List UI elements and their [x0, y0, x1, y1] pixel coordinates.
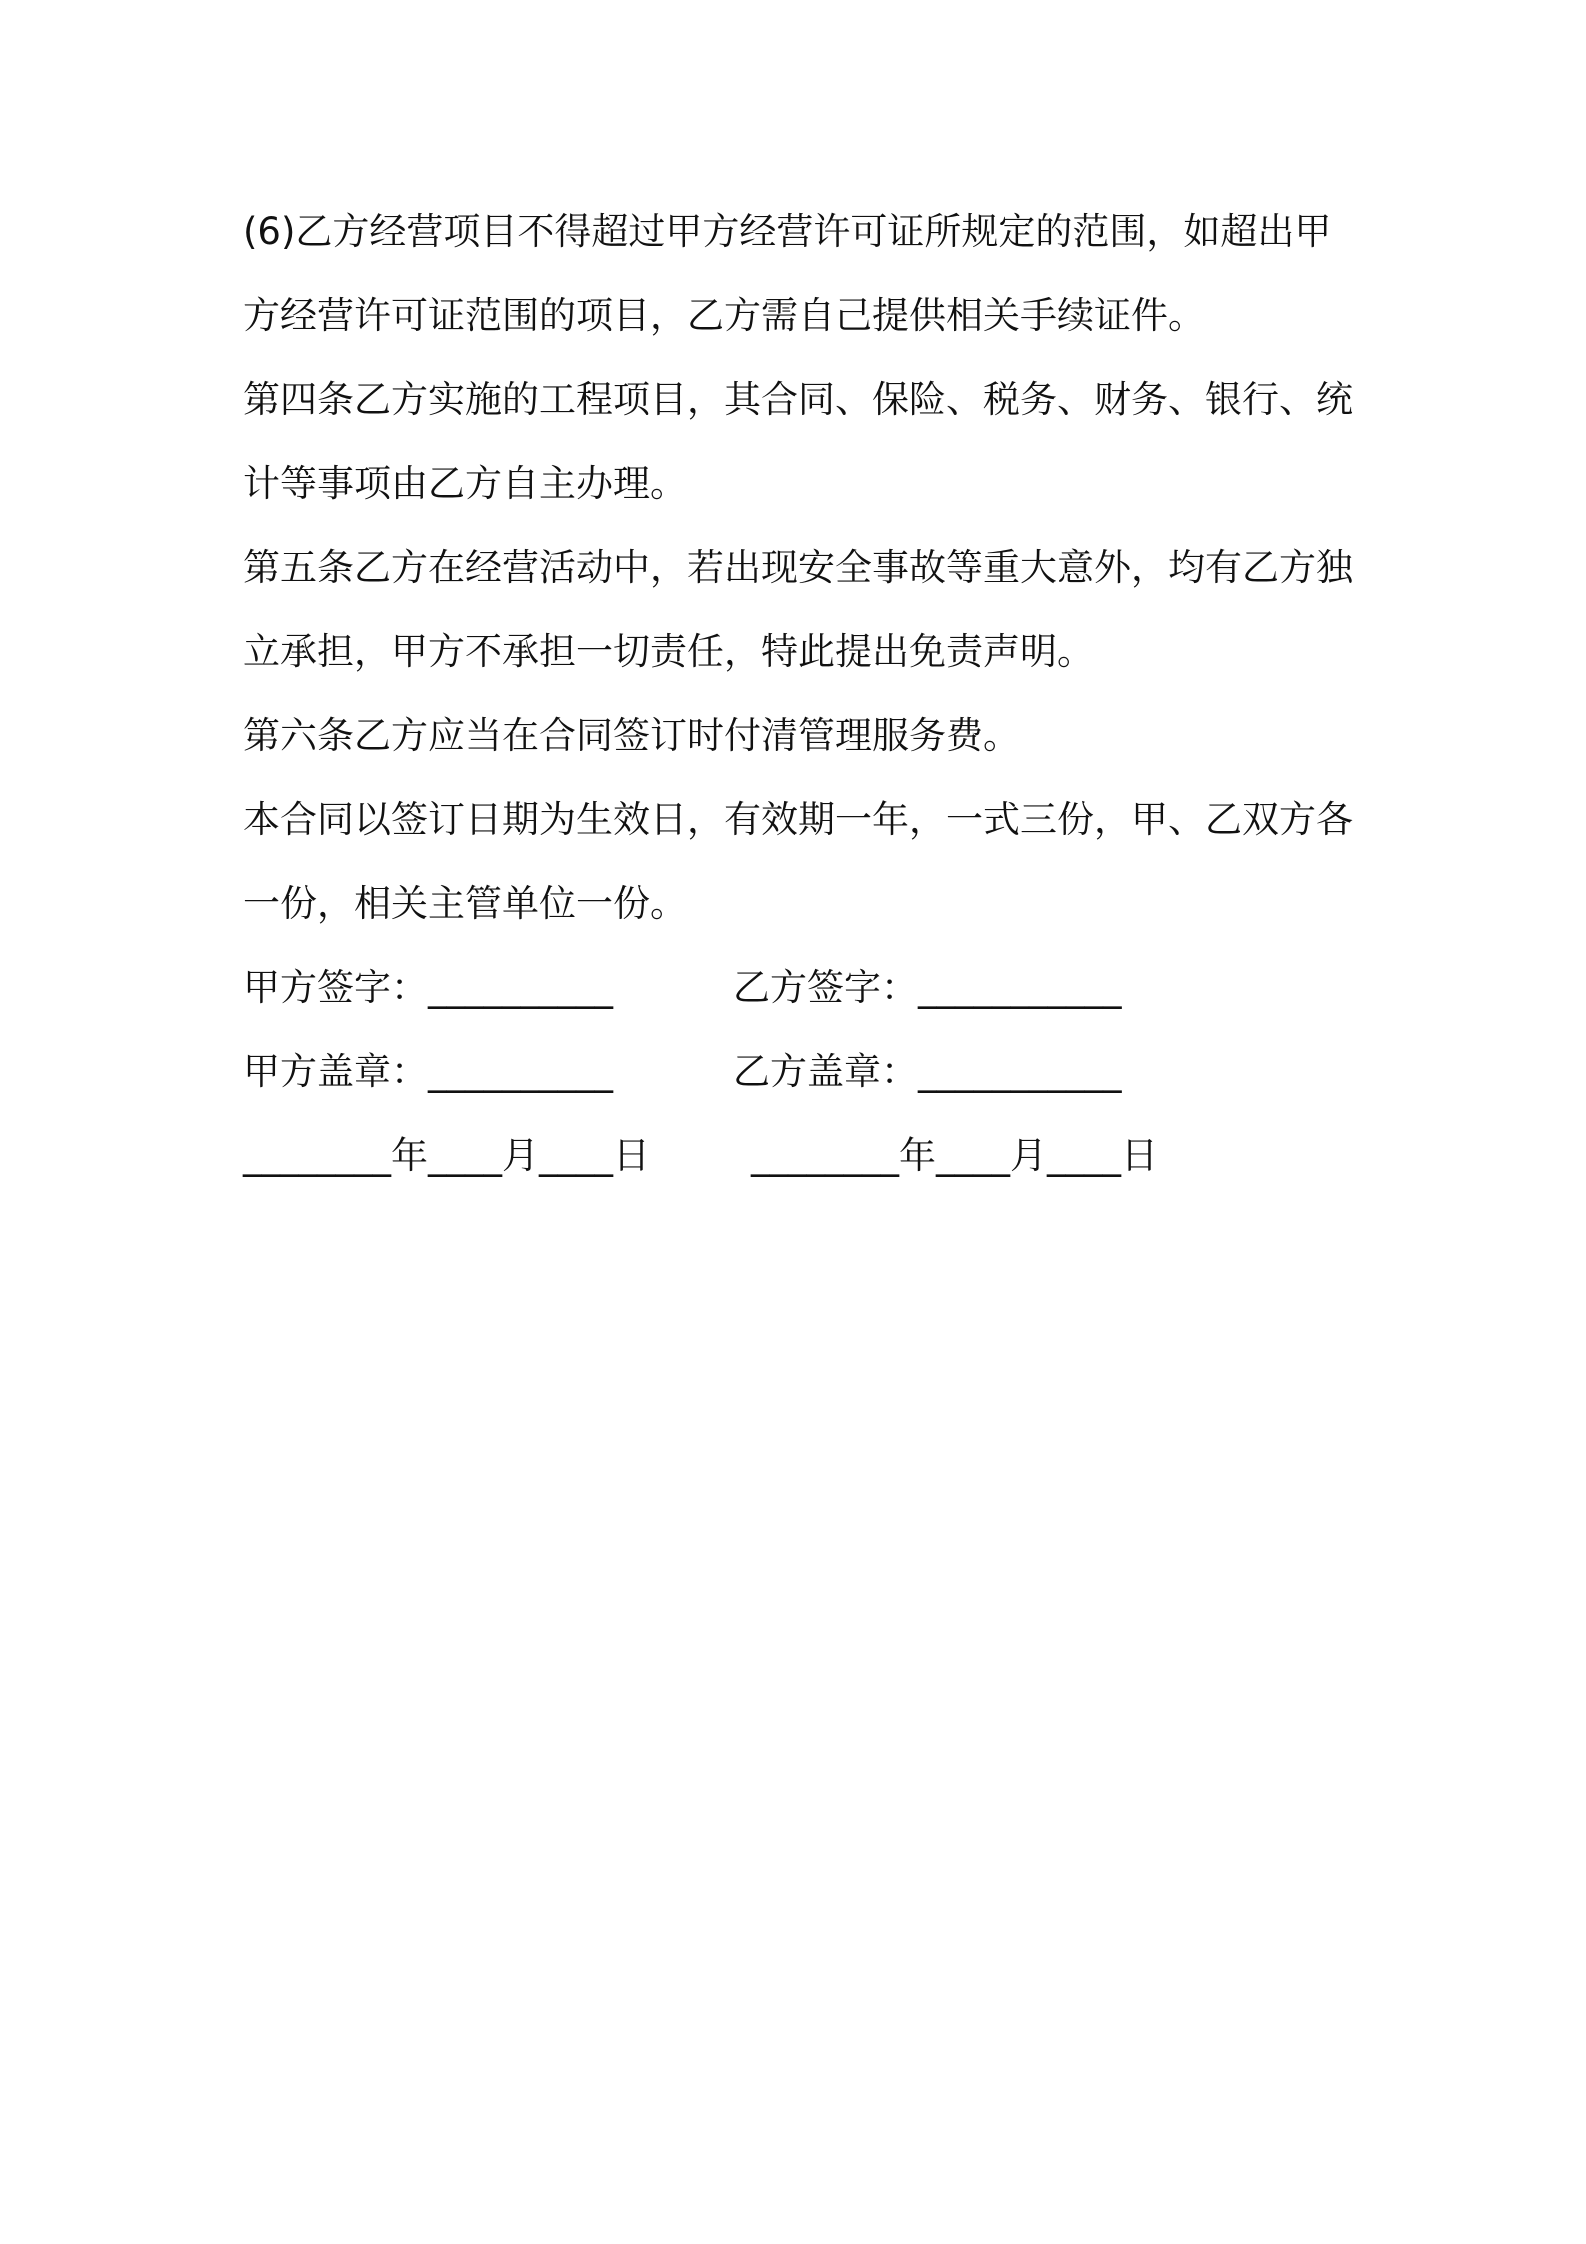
party-b-seal-field: 乙方盖章：___________ [733, 1050, 1122, 1093]
party-a-signature-field: 甲方签字：__________ [243, 966, 613, 1009]
clause-6-scope: (6)乙方经营项目不得超过甲方经营许可证所规定的范围，如超出甲方经营许可证范围的项目，乙方需自己提供相关手续证件。 [243, 210, 1332, 337]
party-a-seal-field: 甲方盖章：__________ [243, 1050, 613, 1093]
seal-row [243, 1030, 1363, 1114]
contract-body [243, 190, 1363, 1198]
party-a-date-field: ________年____月____日 [243, 1134, 650, 1177]
signature-row [243, 946, 1363, 1030]
party-b-signature-field: 乙方签字：___________ [733, 966, 1122, 1009]
article-5-liability: 第五条乙方在经营活动中，若出现安全事故等重大意外，均有乙方独立承担，甲方不承担一切责任，特此提出免责声明。 [243, 546, 1353, 673]
party-b-date-field: ________年____月____日 [751, 1134, 1158, 1177]
date-row [243, 1114, 1363, 1198]
article-6-fee: 第六条乙方应当在合同签订时付清管理服务费。 [243, 714, 1020, 757]
effective-date-clause: 本合同以签订日期为生效日，有效期一年，一式三份，甲、乙双方各一份，相关主管单位一份。 [243, 798, 1353, 925]
article-4-affairs: 第四条乙方实施的工程项目，其合同、保险、税务、财务、银行、统计等事项由乙方自主办理。 [243, 378, 1353, 505]
